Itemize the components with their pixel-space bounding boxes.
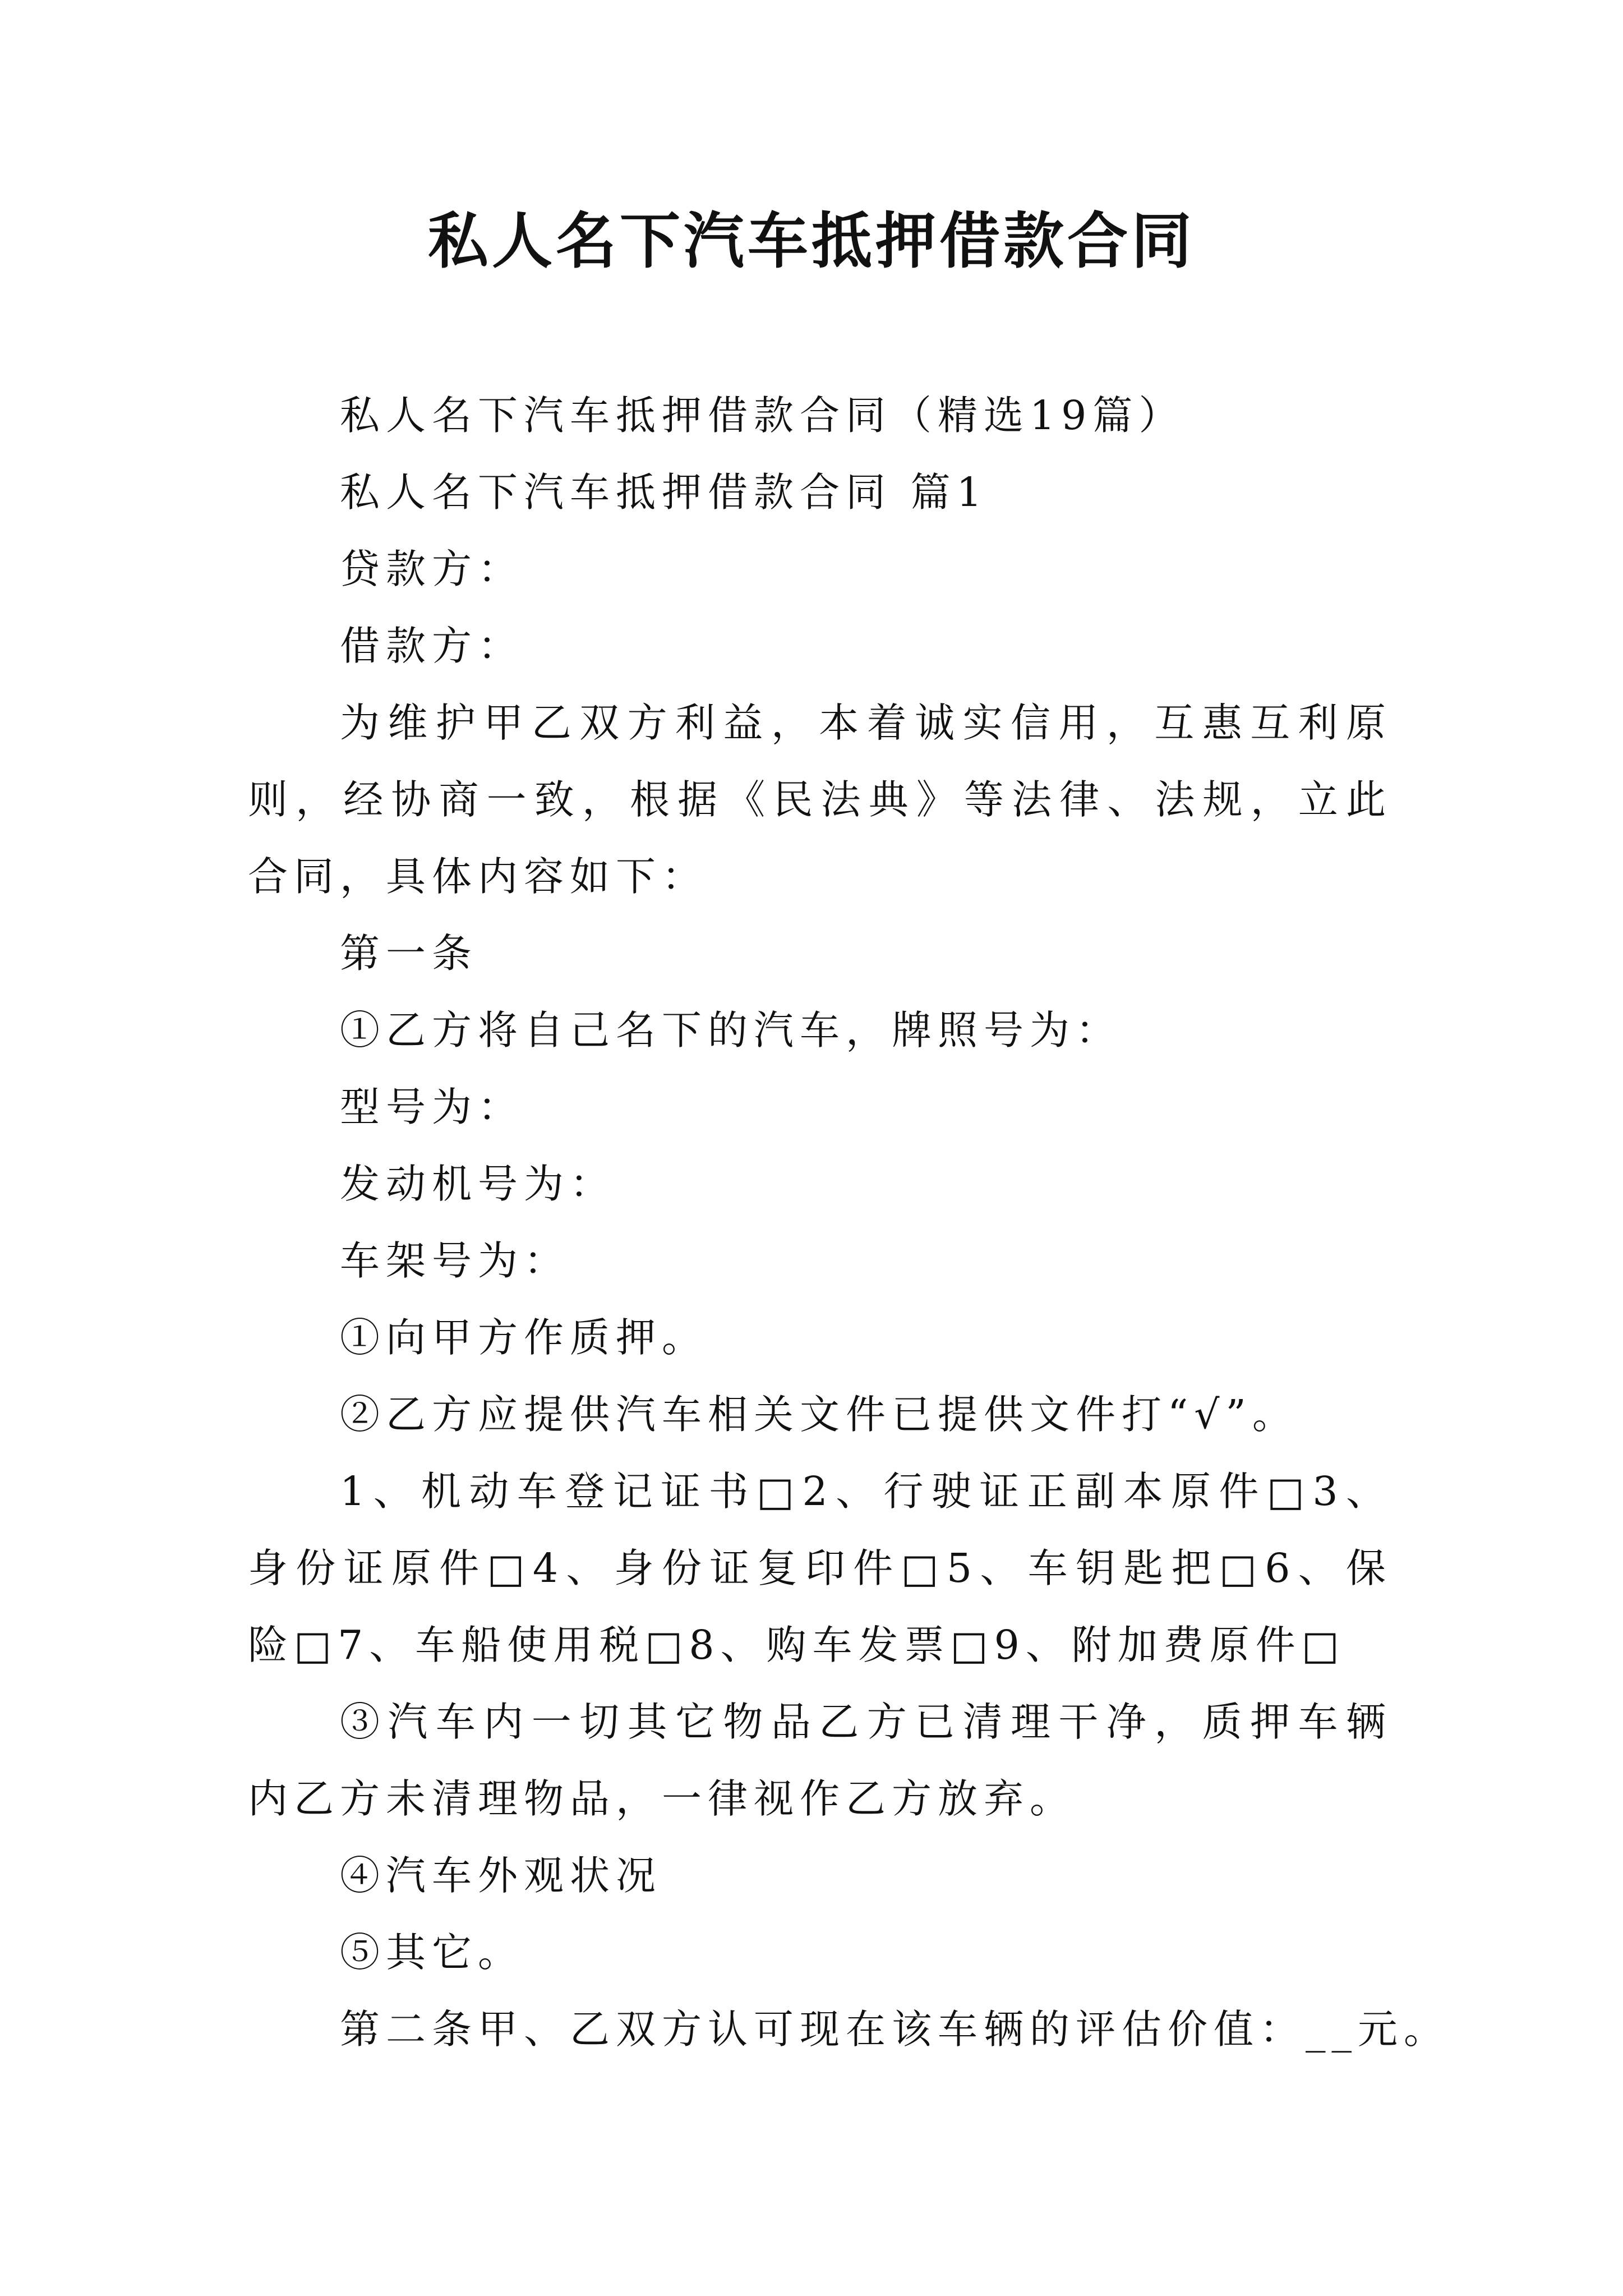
paragraph-documents-checklist: 1、机动车登记证书□2、行驶证正副本原件□3、身份证原件□4、身份证复印件□5、车钥匙把□6、保险□7、车船使用税□8、购车发票□9、附加费原件□: [248, 1468, 1392, 1668]
paragraph-lender: 贷款方：: [340, 546, 524, 592]
paragraph-borrower: 借款方：: [340, 623, 524, 669]
document-title: 私人名下汽车抵押借款合同: [427, 206, 1195, 277]
paragraph-article-2: 第二条甲、乙双方认可现在该车辆的评估价值：__元。: [340, 2006, 1450, 2053]
paragraph-vehicle-contents: ③汽车内一切其它物品乙方已清理干净，质押车辆内乙方未清理物品，一律视作乙方放弃。: [248, 1699, 1392, 1822]
paragraph-documents-intro: ②乙方应提供汽车相关文件已提供文件打“√”。: [340, 1391, 1298, 1438]
paragraph-exterior-condition: ④汽车外观状况: [340, 1852, 662, 1899]
paragraph-pledge: ①向甲方作质押。: [340, 1314, 708, 1361]
paragraph-model: 型号为：: [340, 1084, 524, 1130]
paragraph-article-1: 第一条: [340, 930, 478, 977]
paragraph-frame-number: 车架号为：: [340, 1237, 570, 1284]
paragraph-other: ⑤其它。: [340, 1929, 524, 1976]
paragraph-engine-number: 发动机号为：: [340, 1161, 616, 1207]
paragraph-subtitle: 私人名下汽车抵押借款合同（精选19篇）: [340, 392, 1185, 439]
paragraph-plate-number: ①乙方将自己名下的汽车，牌照号为：: [340, 1007, 1122, 1053]
document-body: [248, 377, 1450, 2068]
paragraph-preamble: 为维护甲乙双方利益，本着诚实信用，互惠互利原则，经协商一致，根据《民法典》等法律、法规，立此合同，具体内容如下：: [248, 700, 1392, 900]
paragraph-section-heading: 私人名下汽车抵押借款合同 篇1: [340, 469, 988, 516]
